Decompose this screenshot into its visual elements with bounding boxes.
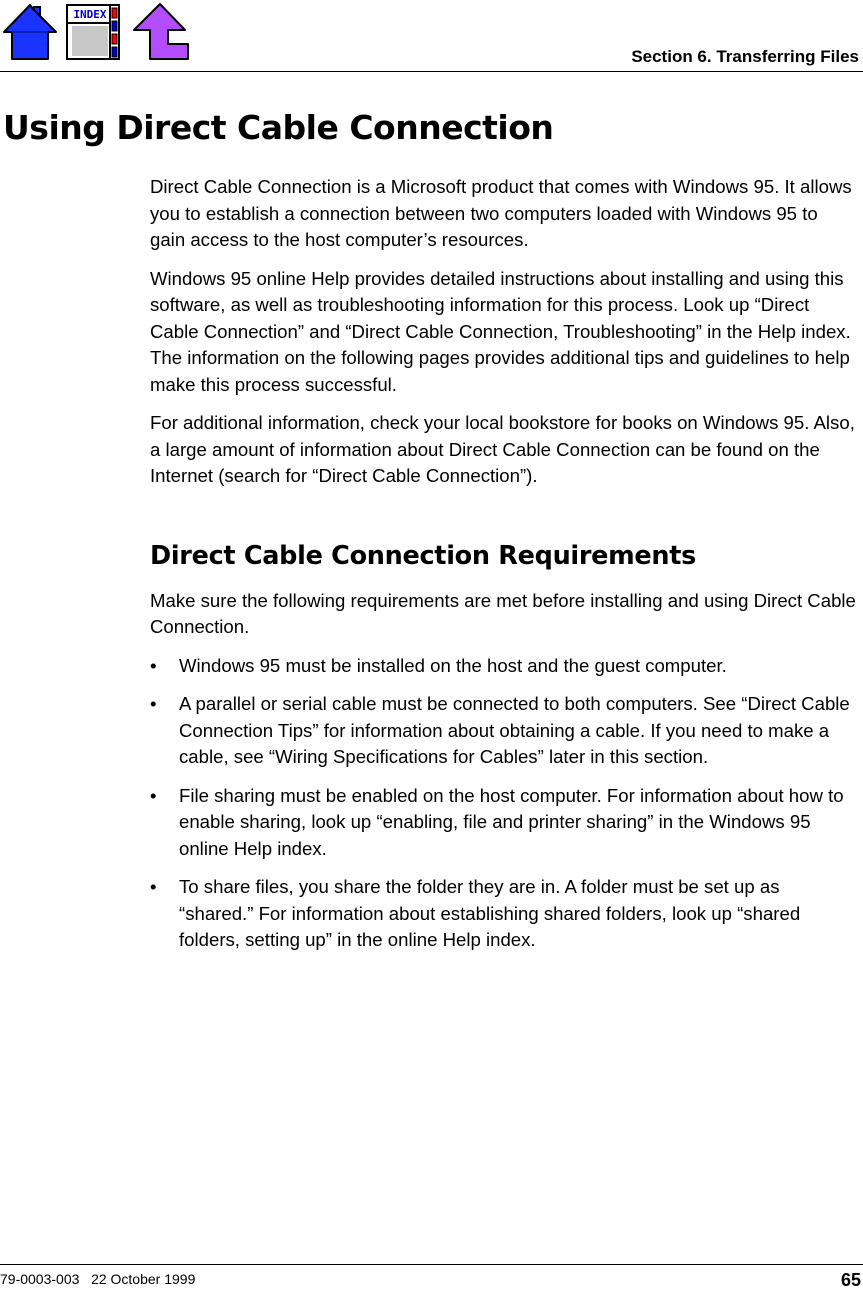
page-number: 65 [840,1270,861,1290]
list-item-text: File sharing must be enabled on the host computer. For information about how to enable sharing, look up “enabling, file and printer sharing” in the Windows 95 online Help index. [179,784,844,859]
main-content [150,174,856,966]
navigation-bar [0,0,200,66]
list-item [150,874,856,954]
intro-paragraph: Direct Cable Connection is a Microsoft product that comes with Windows 95. It allows you to establish a connection between two computers loaded with Windows 95 to gain access to the host computer’s resources. [150,176,852,250]
index-label: INDEX [73,8,107,21]
header-divider [0,71,863,72]
list-item-text: To share files, you share the folder they are in. A folder must be set up as “shared.” For information about establishing shared folders, look up “shared folders, setting up” in the online Help index. [179,876,801,950]
requirements-intro: Make sure the following requirements are met before installing and using Direct Cable Connection. [150,589,856,637]
back-button[interactable] [130,2,192,62]
requirements-heading: Direct Cable Connection Requirements [150,540,697,571]
list-item-text: A parallel or serial cable must be connected to both computers. See “Direct Cable Connection Tips” for information about obtaining a cable. If you need to make a cable, see “Wiring Specifications for Cables” later in this section. [179,693,850,767]
list-item [150,691,856,771]
document-id: 79-0003-003 22 October 1999 [0,1271,196,1287]
page-title: Using Direct Cable Connection [3,108,554,147]
list-item [150,653,856,680]
section-header: Section 6. Transferring Files [631,47,859,66]
intro-paragraph: Windows 95 online Help provides detailed instructions about installing and using this software, as well as troubleshooting information for this process. Look up “Direct Cable Connection” and “Direct Cable Connection, Troubleshooting” in the Help index. The information on the following pages provides additional tips and guidelines to help make this process successful. [150,267,851,395]
requirements-list [150,653,856,954]
bullet-icon: • [150,654,157,676]
list-item [150,783,856,863]
home-button[interactable] [2,2,58,62]
list-item-text: Windows 95 must be installed on the host and the guest computer. [179,654,727,676]
bullet-icon: • [150,784,157,806]
index-icon [64,2,124,62]
bullet-icon: • [150,876,157,897]
bullet-icon: • [150,693,157,714]
back-arrow-icon [130,2,192,62]
footer-divider [0,1264,863,1265]
intro-paragraph: For additional information, check your local bookstore for books on Windows 95. Also, a large amount of information about Direct Cable Connection can be found on the Internet (search for “Direct Cable Connection”). [150,412,855,486]
index-button[interactable] [64,2,124,62]
home-icon [2,2,58,62]
